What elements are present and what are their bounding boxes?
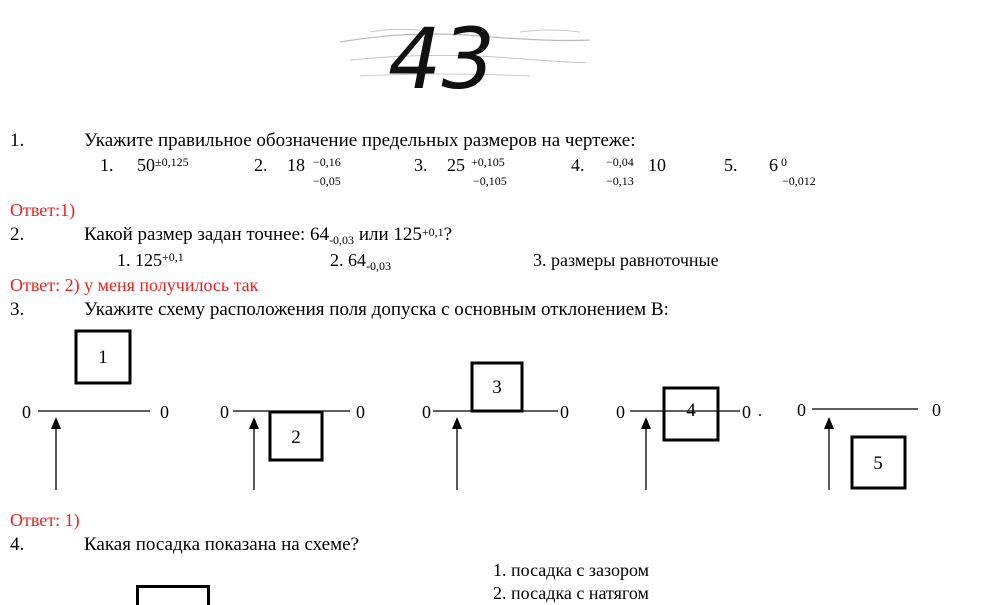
- q4-option-2: 2. посадка с натягом: [493, 583, 649, 603]
- arrow-head-3: [452, 417, 462, 429]
- q2-text-a-sub: -0,03: [329, 233, 355, 247]
- q1-option-2-upper: −0,16: [313, 155, 341, 169]
- box-label-1: 1: [98, 347, 108, 368]
- q1-option-2-num: 2.: [254, 155, 268, 175]
- q4-number: 4.: [10, 534, 25, 555]
- box-label-4: 4: [686, 400, 696, 421]
- q2-text-b: или 125: [354, 224, 422, 245]
- q2-option-1-sup: +0,1: [162, 250, 184, 264]
- q1-answer: Ответ:1): [10, 200, 76, 220]
- q2-text-b-sup: +0,1: [421, 225, 444, 239]
- box-label-3: 3: [492, 377, 502, 398]
- arrow-head-5: [824, 417, 834, 429]
- zero-label-1-left: 0: [22, 402, 31, 422]
- q1-option-3-upper: +0,105: [471, 155, 505, 169]
- zero-label-5-right: 0: [932, 400, 941, 420]
- trailing-dot-4: [759, 414, 761, 416]
- q1-option-2-base: 18: [287, 155, 305, 175]
- arrow-head-2: [249, 417, 259, 429]
- q3-tolerance-diagrams: [0, 320, 1000, 500]
- arrow-head-4: [641, 417, 651, 429]
- q2-option-2-base: 2. 64: [330, 250, 366, 270]
- q4-diagram-box-top: [136, 585, 210, 605]
- q1-option-5-upper: 0: [781, 155, 787, 169]
- q1-option-5-num: 5.: [724, 155, 738, 175]
- zero-label-2-right: 0: [356, 402, 365, 422]
- q2-text: [84, 224, 452, 247]
- q2-number: 2.: [10, 224, 25, 245]
- q3-answer: Ответ: 1): [10, 510, 80, 530]
- handwritten-number-graphic: [330, 2, 600, 102]
- q1-number: 1.: [10, 130, 25, 151]
- q1-text: Укажите правильное обозначение предельных размеров на чертеже:: [84, 130, 636, 151]
- q1-option-4-num: 4.: [571, 155, 585, 175]
- zero-label-2-left: 0: [220, 402, 229, 422]
- q2-text-c: ?: [443, 224, 453, 245]
- q2-option-1-base: 1. 125: [117, 250, 162, 270]
- q4-option-1: 1. посадка с зазором: [493, 560, 650, 580]
- box-label-2: 2: [291, 427, 301, 448]
- q1-option-3-base: 25: [447, 155, 465, 175]
- handwritten-number: 43: [388, 10, 495, 102]
- q1-option-3-lower: −0,105: [473, 174, 507, 188]
- zero-label-4-left: 0: [616, 402, 625, 422]
- q2-option-2-sub: -0,03: [366, 259, 391, 273]
- zero-label-3-left: 0: [422, 402, 431, 422]
- q2-option-3: 3. размеры равноточные: [533, 250, 719, 270]
- q2-option-1: [117, 249, 184, 271]
- q2-option-2: [330, 249, 391, 273]
- q3-number: 3.: [10, 299, 25, 320]
- q3-text: Укажите схему расположения поля допуска с основным отклонением В:: [84, 299, 669, 320]
- zero-label-4-right: 0: [742, 402, 751, 422]
- zero-label-5-left: 0: [797, 400, 806, 420]
- zero-label-3-right: 0: [560, 402, 569, 422]
- q1-option-1-base: 50: [137, 155, 155, 175]
- q1-option-1: [137, 154, 189, 176]
- q4-text: Какая посадка показана на схеме?: [84, 534, 359, 555]
- box-label-5: 5: [873, 453, 883, 474]
- q1-option-2-lower: −0,05: [313, 174, 341, 188]
- arrow-head-1: [51, 417, 61, 429]
- q2-text-a: Какой размер задан точнее: 64: [84, 224, 330, 245]
- zero-label-1-right: 0: [160, 402, 169, 422]
- q1-option-4-base: 10: [648, 155, 666, 175]
- q1-option-5-base: 6: [769, 155, 778, 175]
- q1-option-3-num: 3.: [414, 155, 428, 175]
- q1-option-1-sup: ±0,125: [155, 155, 189, 169]
- q1-option-4-upper: −0,04: [606, 155, 634, 169]
- q1-option-4-lower: −0,13: [606, 174, 634, 188]
- q1-option-5-lower: −0,012: [782, 174, 816, 188]
- q1-option-1-num: 1.: [100, 155, 114, 175]
- q2-answer: Ответ: 2) у меня получилось так: [10, 275, 259, 295]
